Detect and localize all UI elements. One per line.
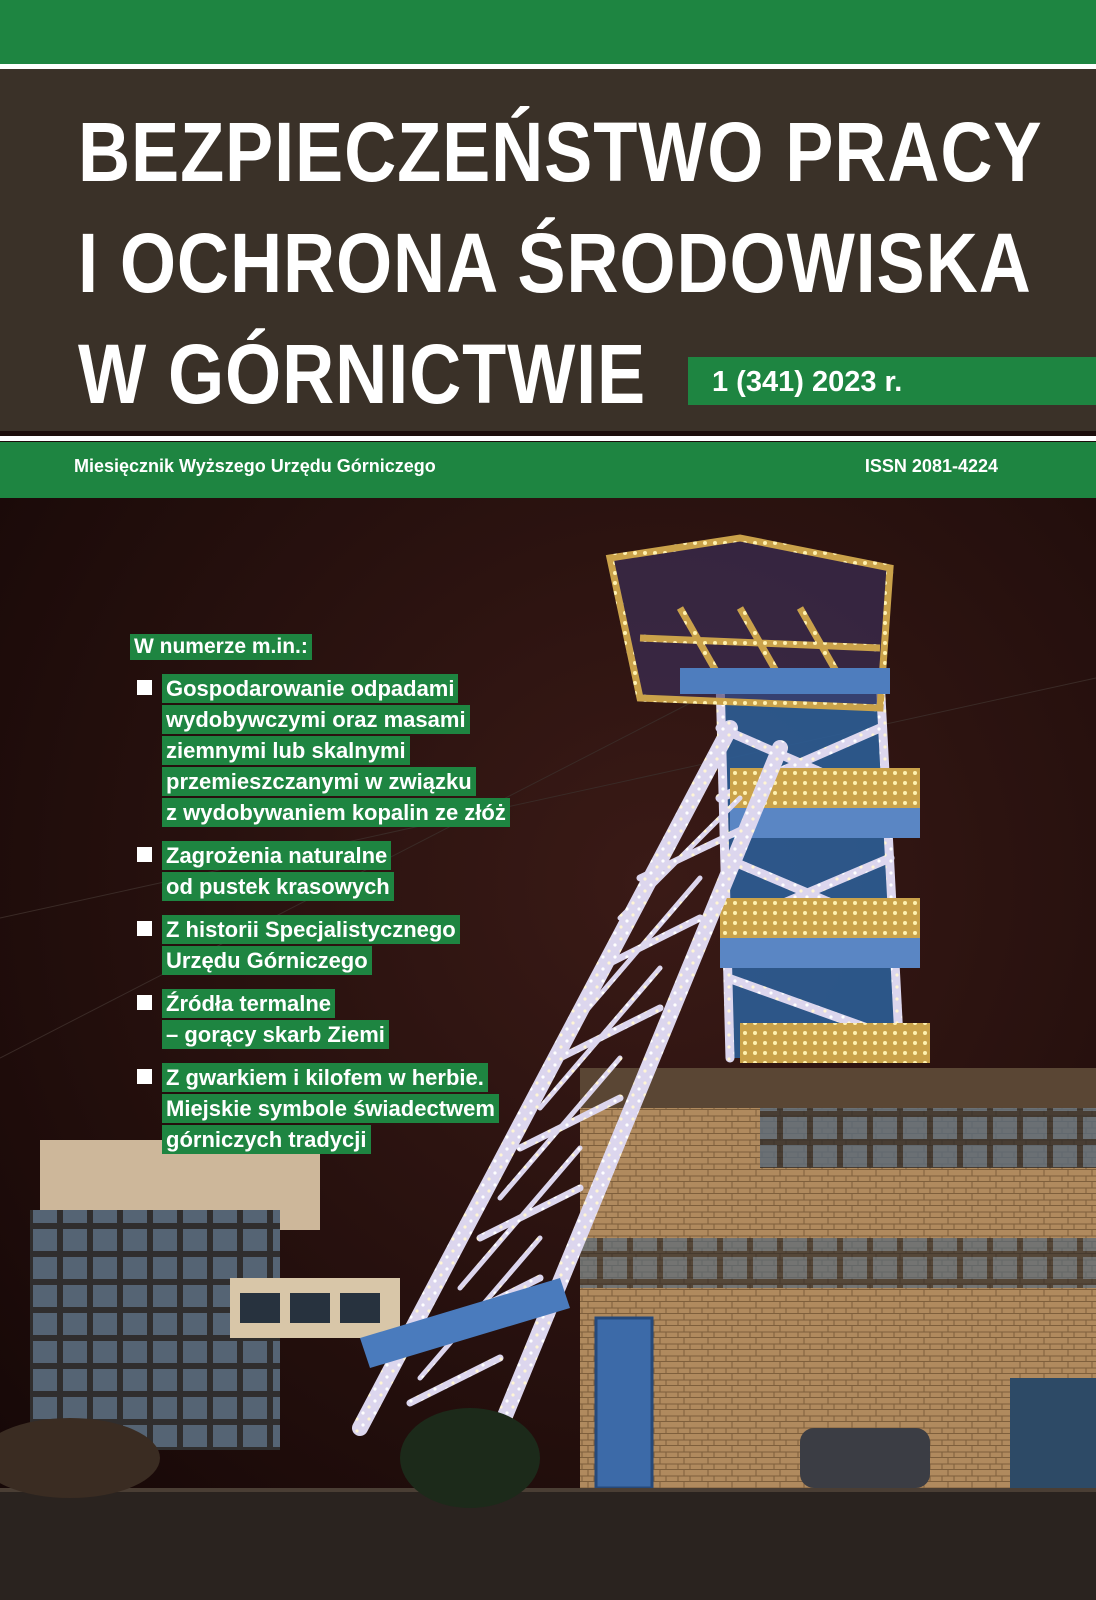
white-stripe-bottom (0, 436, 1096, 441)
toc-item (130, 841, 510, 901)
toc-item (130, 674, 510, 827)
toc-line: Urzędu Górniczego (162, 946, 372, 975)
toc-item (130, 989, 510, 1049)
top-green-band (0, 0, 1096, 64)
issue-badge (688, 357, 1096, 405)
toc-line: – gorący skarb Ziemi (162, 1020, 389, 1049)
toc-line: Zagrożenia naturalne (162, 841, 391, 870)
square-bullet-icon (137, 680, 152, 695)
toc-line: od pustek krasowych (162, 872, 394, 901)
toc-line: z wydobywaniem kopalin ze złóż (162, 798, 510, 827)
toc-line: górniczych tradycji (162, 1125, 371, 1154)
toc-line: przemieszczanymi w związku (162, 767, 476, 796)
toc-line: Z gwarkiem i kilofem w herbie. (162, 1063, 488, 1092)
square-bullet-icon (137, 995, 152, 1010)
issue-number: 1 (341) 2023 r. (712, 366, 903, 398)
issn-label: ISSN 2081-4224 (864, 456, 998, 476)
toc-line: Z historii Specjalistycznego (162, 915, 460, 944)
toc-line: ziemnymi lub skalnymi (162, 736, 410, 765)
publisher-subtitle: Miesięcznik Wyższego Urzędu Górniczego (74, 456, 436, 476)
toc-line: wydobywczymi oraz masami (162, 705, 470, 734)
square-bullet-icon (137, 847, 152, 862)
toc-item (130, 1063, 510, 1154)
title-line-1: BEZPIECZEŃSTWO PRACY (78, 105, 1043, 199)
square-bullet-icon (137, 1069, 152, 1084)
toc-heading: W numerze m.in.: (130, 634, 312, 660)
toc-line: Źródła termalne (162, 989, 335, 1018)
table-of-contents (130, 634, 510, 1168)
title-line-2: I OCHRONA ŚRODOWISKA (78, 216, 1032, 310)
toc-item (130, 915, 510, 975)
title-line-3: W GÓRNICTWIE (78, 327, 647, 421)
square-bullet-icon (137, 921, 152, 936)
toc-line: Gospodarowanie odpadami (162, 674, 458, 703)
subtitle-band (0, 442, 1096, 498)
toc-line: Miejskie symbole świadectwem (162, 1094, 499, 1123)
